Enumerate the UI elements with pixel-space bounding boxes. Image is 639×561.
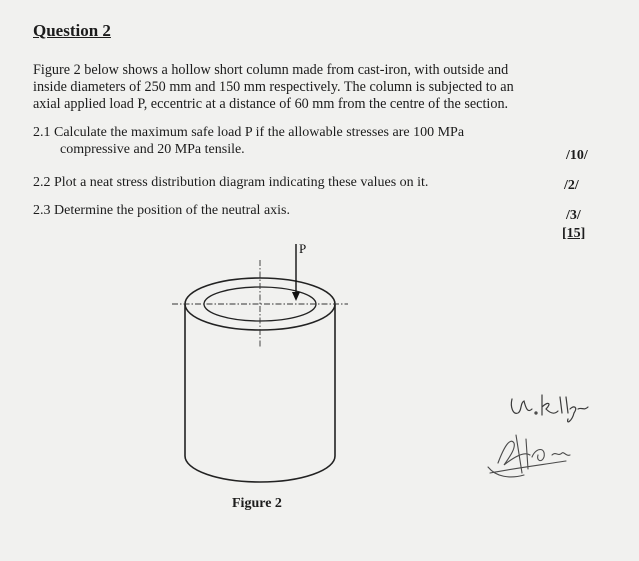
figure-caption: Figure 2: [232, 496, 282, 511]
question-intro: [33, 62, 593, 113]
question-title: Question 2: [33, 21, 111, 40]
intro-line: Figure 2 below shows a hollow short column made from cast-iron, with outside and: [33, 62, 509, 78]
signature-1-icon: [511, 395, 588, 422]
part-2-1: [33, 124, 464, 158]
part-2-1-line2: compressive and 20 MPa tensile.: [60, 142, 245, 157]
mark-2-3: /3/: [566, 208, 581, 223]
signature-2-icon: [488, 435, 570, 477]
column-base-edge: [185, 456, 335, 482]
load-arrow-head: [292, 292, 300, 301]
signatures: [470, 385, 610, 495]
mark-2-2: /2/: [564, 178, 579, 193]
mark-2-1: /10/: [566, 148, 588, 163]
intro-line: inside diameters of 250 mm and 150 mm respectively. The column is subjected to an: [33, 79, 514, 95]
part-2-3: 2.3 Determine the position of the neutral axis.: [33, 203, 290, 218]
part-2-2: 2.2 Plot a neat stress distribution diagram indicating these values on it.: [33, 175, 429, 190]
column-figure: [160, 238, 360, 493]
intro-line: axial applied load P, eccentric at a distance of 60 mm from the centre of the section.: [33, 96, 509, 112]
load-label: P: [299, 241, 307, 256]
part-2-1-line1: 2.1 Calculate the maximum safe load P if the allowable stresses are 100 MPa: [33, 125, 465, 140]
total-mark: [15]: [562, 226, 586, 241]
